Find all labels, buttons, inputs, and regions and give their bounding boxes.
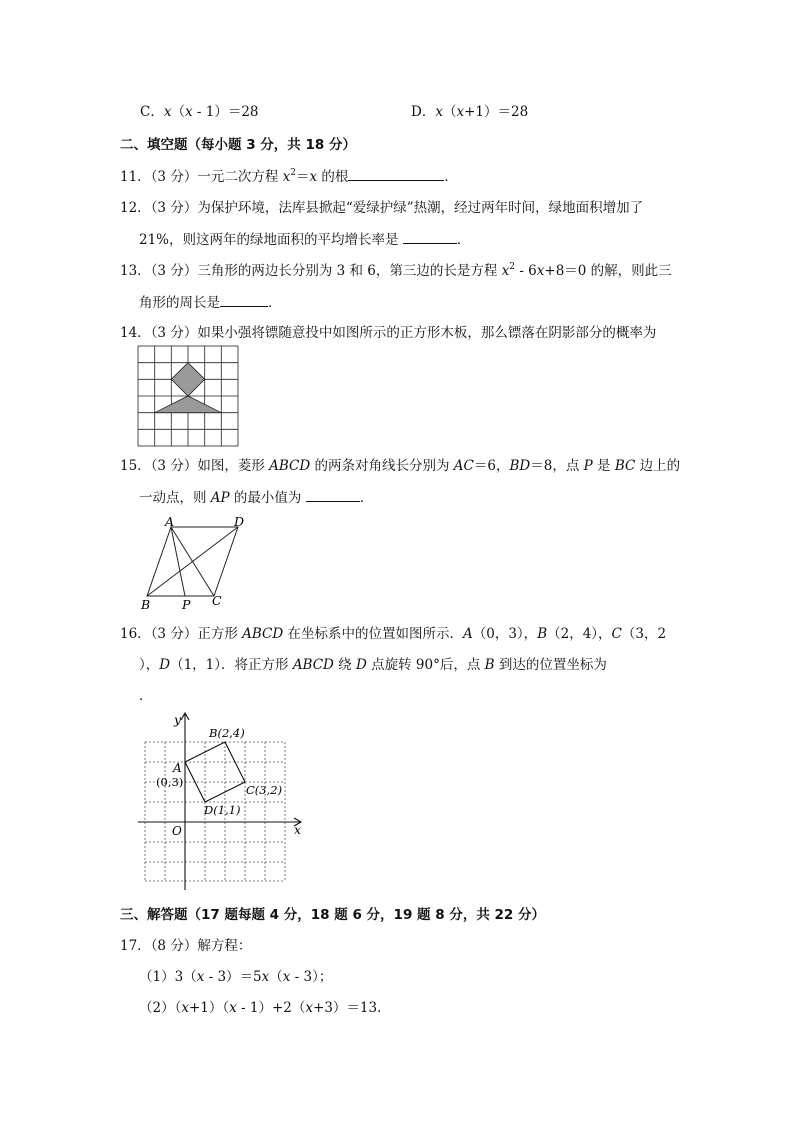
question-13: 13．（3 分）三角形的两边长分别为 3 和 6，第三边的长是方程 $x^2 - 6x+8=0$ 的解，则此三 [120,262,672,279]
question-17: 17．（8 分）解方程： [120,938,252,954]
question-12: 12．（3 分）为保护环境，法库县掀起“爱绿护绿”热潮，经过两年时间，绿地面积增加了 [120,200,644,216]
y-axis-label: y [174,712,182,727]
shaded-diamond [171,363,204,396]
question-12-cont: 21%，则这两年的绿地面积的平均增长率是 ． [139,229,470,250]
point-a-coord: (0,3) [156,775,184,789]
question-17-part-1: （1）3（x - 3）＝5x（x - 3）； [139,969,333,985]
shaded-triangle [155,396,222,413]
point-b-label: B(2,4) [209,726,245,740]
diagonal-bd [147,527,238,596]
label-c: C [212,593,222,608]
square-abcd [185,742,245,802]
answer-blank [306,487,360,502]
question-11: 11．（3 分）一元二次方程 $x^2=x$ 的根 ． [120,168,458,185]
option-c: C．x（x - 1）＝28 [140,104,259,120]
question-15: 15．（3 分）如图，菱形 ABCD 的两条对角线长分别为 AC＝6，BD＝8，点 P 是 BC 边上的 [120,458,681,474]
x-axis-label: x [294,822,302,837]
point-d-label: D(1,1) [204,803,241,817]
dartboard-grid-figure [137,345,239,447]
answer-blank [403,229,457,244]
question-17-part-2: （2）（x+1）（x - 1）+2（x+3）＝13． [139,1000,391,1016]
answer-blank [348,166,444,181]
label-a: A [165,514,175,529]
question-16-cont: ），D（1，1）．将正方形 ABCD 绕 D 点旋转 90°后，点 B 到达的位置坐标为 [139,657,607,673]
section-2-heading: 二、填空题（每小题 3 分，共 18 分） [120,137,356,153]
question-16-end: ． [139,688,153,704]
point-a-label: A [173,761,182,775]
section-3-heading: 三、解答题（17 题每题 4 分，18 题 6 分，19 题 8 分，共 22 分） [120,907,546,923]
point-c-label: C(3,2) [246,783,283,797]
coordinate-grid-figure [136,708,308,893]
question-15-cont: 一动点，则 AP 的最小值为 ． [139,487,373,508]
label-b: B [141,597,151,612]
question-13-cont: 角形的周长是 ． [139,292,282,313]
label-d: D [234,514,245,529]
label-p: P [182,597,191,612]
question-14: 14．（3 分）如果小强将镖随意投中如图所示的正方形木板，那么镖落在阴影部分的概率为 [120,325,657,341]
answer-blank [220,292,268,307]
rhombus-figure [135,512,255,614]
question-16: 16．（3 分）正方形 ABCD 在坐标系中的位置如图所示．A（0，3），B（2，4），C（3，2 [120,626,667,642]
origin-label: O [172,824,182,838]
option-d: D．x（x+1）＝28 [411,104,529,120]
